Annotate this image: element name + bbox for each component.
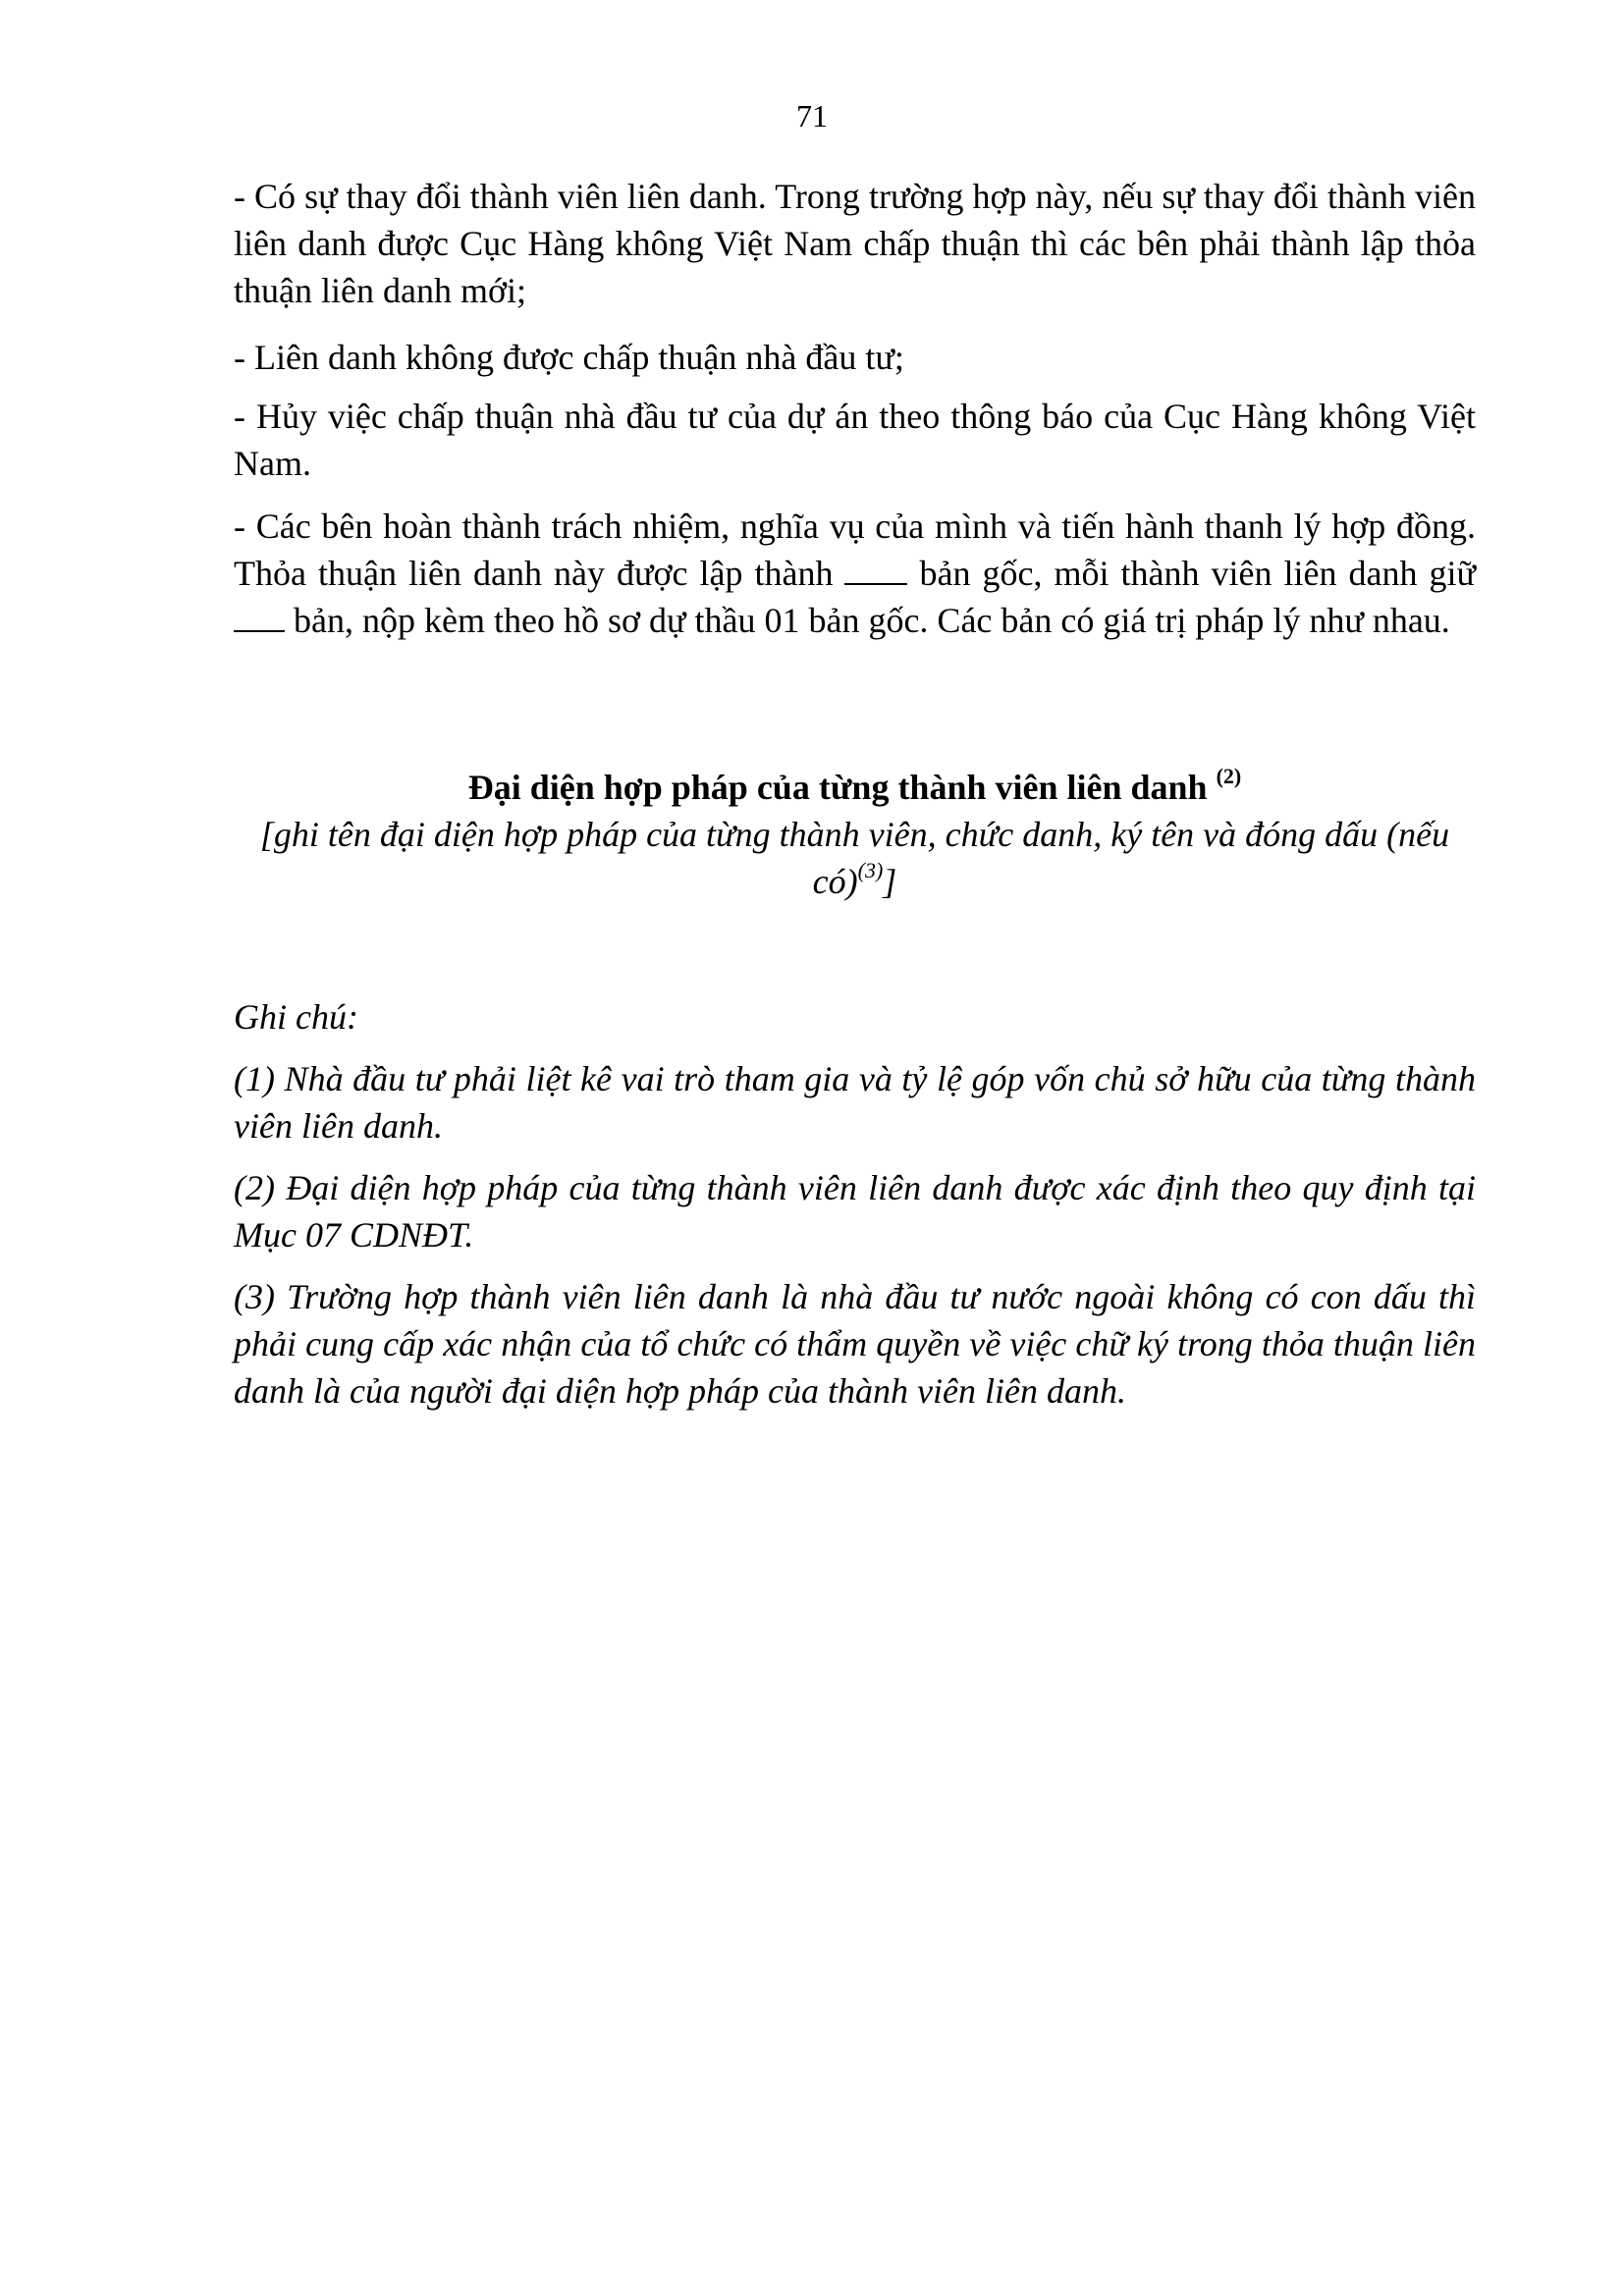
signature-block	[234, 764, 1476, 905]
signature-instruction-bracket: ]	[883, 862, 897, 901]
paragraph-cancellation: - Hủy việc chấp thuận nhà đầu tư của dự án theo thông báo của Cục Hàng không Việt Nam.	[234, 397, 1476, 483]
paragraph-completion-part-3: bản, nộp kèm theo hồ sơ dự thầu 01 bản gốc. Các bản có giá trị pháp lý như nhau.	[285, 601, 1450, 640]
note-item-1: (1) Nhà đầu tư phải liệt kê vai trò tham gia và tỷ lệ góp vốn chủ sở hữu của từng thành viên liên danh.	[234, 1059, 1476, 1146]
paragraph-not-approved: - Liên danh không được chấp thuận nhà đầu tư;	[234, 338, 904, 377]
signature-instruction-footnote-ref: (3)	[857, 858, 884, 882]
note-item-2: (2) Đại diện hợp pháp của từng thành viên liên danh được xác định theo quy định tại Mục 07 CDNĐT.	[234, 1168, 1476, 1255]
notes-heading: Ghi chú:	[234, 997, 358, 1037]
paragraph-completion-part-2: bản gốc, mỗi thành viên liên danh giữ	[907, 554, 1476, 593]
signature-title-text: Đại diện hợp pháp của từng thành viên liên danh	[467, 768, 1217, 807]
notes-section	[234, 993, 1476, 1429]
paragraph-completion	[234, 503, 1476, 644]
paragraph-completion-part-1: - Các bên hoàn thành trách nhiệm, nghĩa vụ của mình và tiến hành thanh lý hợp đồng. Thỏa thuận liên danh này được lập thành	[234, 507, 1476, 593]
blank-copies-per-member	[234, 603, 285, 632]
signature-title	[234, 764, 1476, 811]
paragraph-member-change: - Có sự thay đổi thành viên liên danh. Trong trường hợp này, nếu sự thay đổi thành viên liên danh được Cục Hàng không Việt Nam chấp thuận thì các bên phải thành lập thỏa thuận liên danh mới;	[234, 177, 1476, 310]
note-item-3: (3) Trường hợp thành viên liên danh là nhà đầu tư nước ngoài không có con dấu thì phải cung cấp xác nhận của tổ chức có thẩm quyền về việc chữ ký trong thỏa thuận liên danh là của người đại diện hợp pháp của thành viên liên danh.	[234, 1277, 1476, 1411]
signature-instruction-text: [ghi tên đại diện hợp pháp của từng thành viên, chức danh, ký tên và đóng dấu (nếu có)	[259, 815, 1450, 901]
signature-title-footnote-ref: (2)	[1216, 764, 1242, 788]
blank-copies-count	[844, 556, 907, 585]
page-number: 71	[796, 98, 828, 133]
signature-instruction	[234, 811, 1476, 905]
